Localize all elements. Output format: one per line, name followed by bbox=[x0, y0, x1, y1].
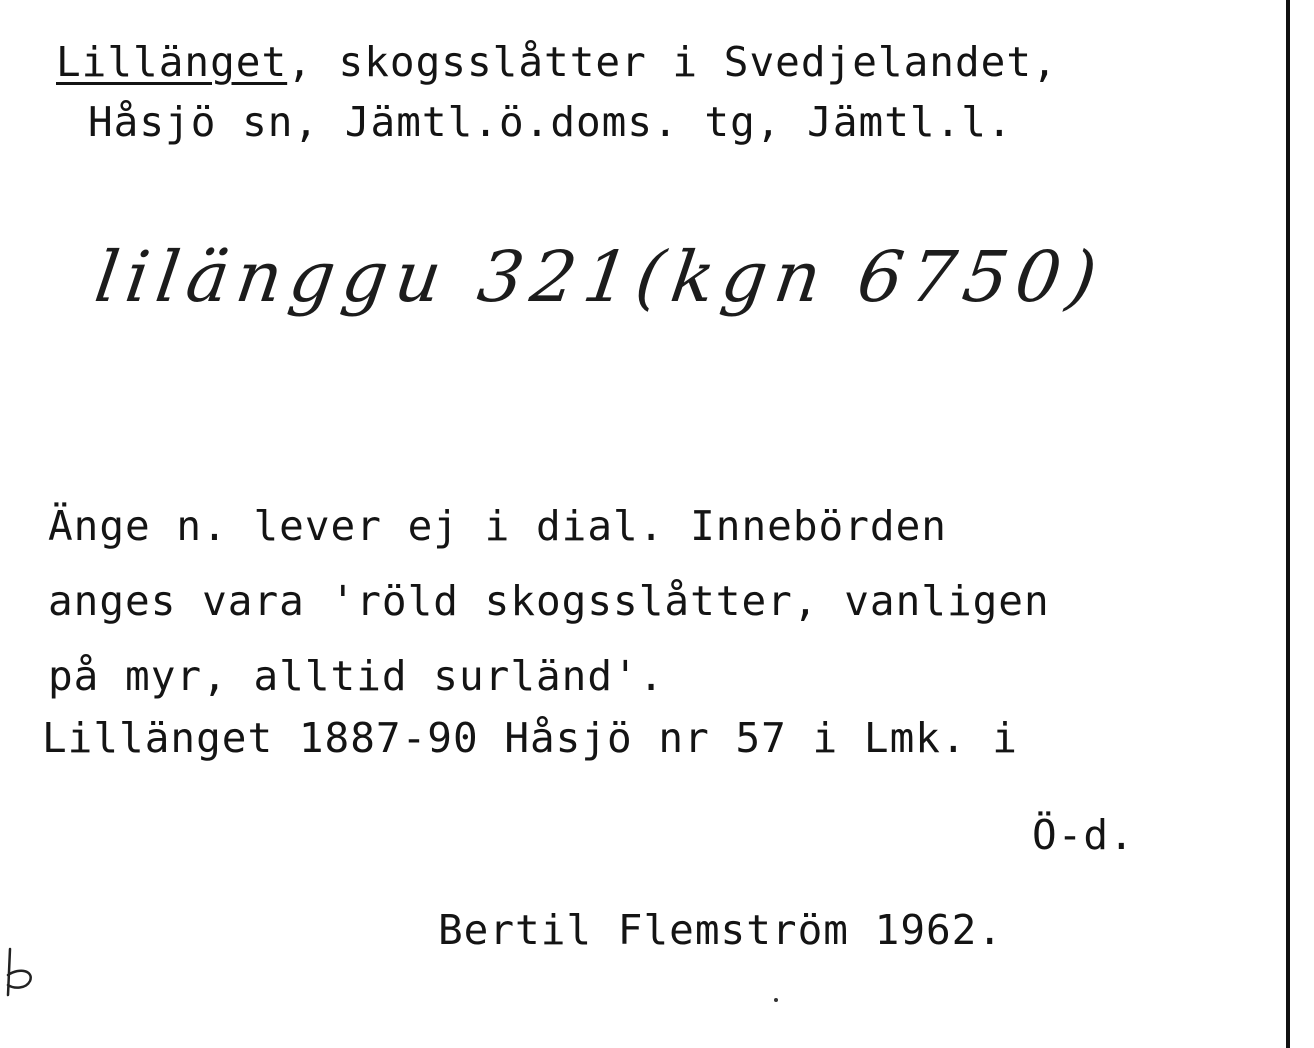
body-line-1: Änge n. lever ej i dial. Innebörden bbox=[48, 502, 947, 550]
heading-line-1 bbox=[56, 38, 1058, 86]
body-line-4: Lillänget 1887-90 Håsjö nr 57 i Lmk. i bbox=[42, 714, 1018, 762]
signature: Bertil Flemström 1962. bbox=[438, 906, 1004, 954]
heading-line-1-rest: , skogsslåtter i Svedjelandet, bbox=[287, 38, 1058, 86]
headword: Lillänget bbox=[56, 38, 288, 86]
margin-mark-icon bbox=[0, 945, 44, 1005]
ink-speck bbox=[774, 998, 778, 1002]
body-line-3: på myr, alltid surländ'. bbox=[48, 652, 665, 700]
body-line-2: anges vara 'röld skogsslåtter, vanligen bbox=[48, 577, 1050, 625]
handwritten-annotation: lilänggu 321(kgn 6750) bbox=[90, 236, 1110, 318]
card-edge-line bbox=[1286, 0, 1290, 1048]
body-line-5: Ö-d. bbox=[1032, 811, 1135, 859]
heading-line-2: Håsjö sn, Jämtl.ö.doms. tg, Jämtl.l. bbox=[88, 98, 1013, 146]
